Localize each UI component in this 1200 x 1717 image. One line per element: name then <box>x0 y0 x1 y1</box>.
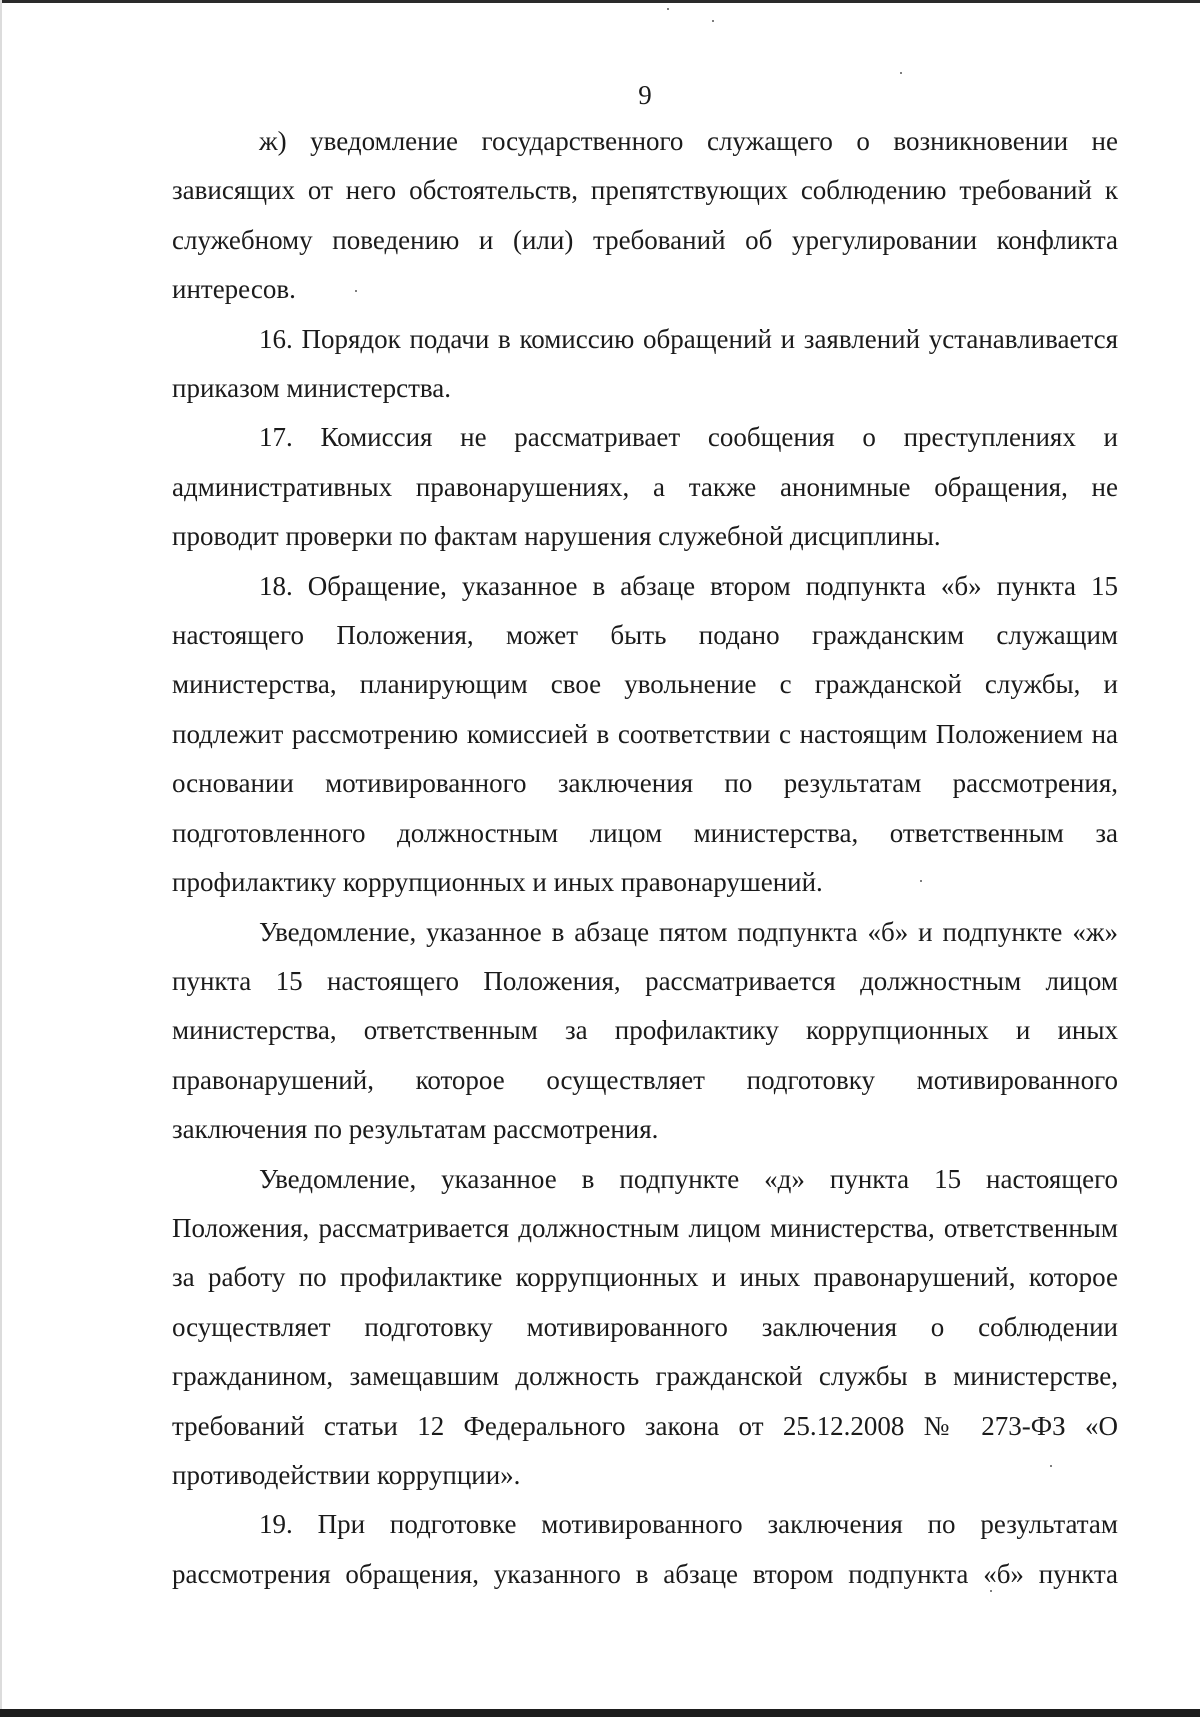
scan-bottom-border <box>0 1709 1200 1717</box>
page-number: 9 <box>638 80 652 110</box>
paragraph-notice-b-zh: Уведомление, указанное в абзаце пятом подпункта «б» и подпункте «ж» пункта 15 настоящего Положения, рассматривается должностным лицом министерства, ответственным за профилактику коррупционных и иных правонарушений, которое осуществляет подготовку мотивированного заключения по результатам рассмотрения. <box>172 916 1118 1145</box>
document-body <box>172 117 1118 1599</box>
paragraph-item-zh: ж) уведомление государственного служащего о возникновении не зависящих от него обстоятельств, препятствующих соблюдению требований к служебному поведению и (или) требований об урегулировании конфликта интересов. <box>172 126 1118 305</box>
paragraph-17: 17. Комиссия не рассматривает сообщения о преступлениях и административных правонарушениях, а также анонимные обращения, не проводит проверки по фактам нарушения служебной дисциплины. <box>172 422 1118 552</box>
scan-speck <box>712 20 714 22</box>
paragraph-19: 19. При подготовке мотивированного заключения по результатам рассмотрения обращения, указанного в абзаце втором подпункта «б» пункта <box>172 1509 1118 1589</box>
paragraph-18: 18. Обращение, указанное в абзаце втором подпункта «б» пункта 15 настоящего Положения, может быть подано гражданским служащим министерства, планирующим свое увольнение с гражданской службы, и подлежит рассмотрению комиссией в соответствии с настоящим Положением на основании мотивированного заключения по результатам рассмотрения, подготовленного должностным лицом министерства, ответственным за профилактику коррупционных и иных правонарушений. <box>172 570 1118 898</box>
paragraph-16: 16. Порядок подачи в комиссию обращений и заявлений устанавливается приказом министерства. <box>172 323 1118 404</box>
scan-speck <box>667 8 669 10</box>
scan-left-shadow <box>0 0 2 1717</box>
scan-speck <box>900 72 902 74</box>
scan-top-border <box>0 0 1200 3</box>
paragraph-notice-d: Уведомление, указанное в подпункте «д» пункта 15 настоящего Положения, рассматривается должностным лицом министерства, ответственным за работу по профилактике коррупционных и иных правонарушений, которое осуществляет подготовку мотивированного заключения о соблюдении гражданином, замещавшим должность гражданской службы в министерстве, требований статьи 12 Федерального закона от 25.12.2008 № 273-ФЗ «О противодействии коррупции». <box>172 1163 1118 1490</box>
